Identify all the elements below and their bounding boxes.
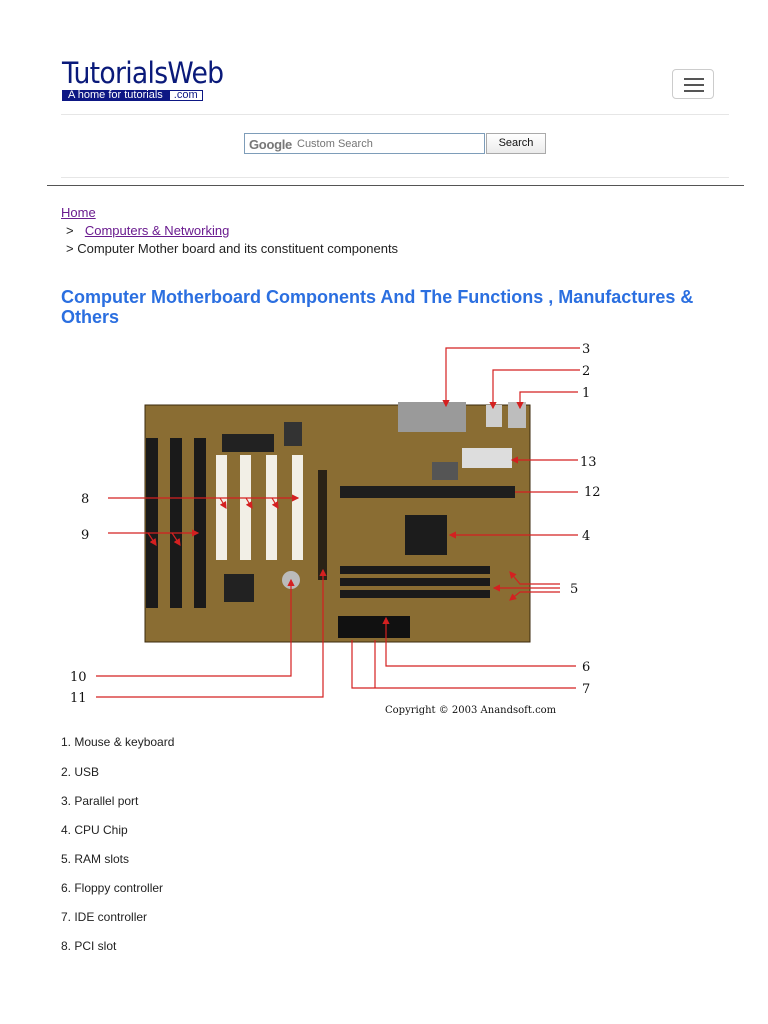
logo-tagline	[62, 90, 258, 101]
motherboard-diagram	[0, 330, 768, 720]
logo-title: TutorialsWeb	[62, 56, 224, 90]
list-item: 5. RAM slots	[61, 852, 130, 866]
callout-2: 2	[582, 364, 591, 379]
callout-1: 1	[582, 386, 591, 401]
search-input[interactable]	[297, 135, 477, 152]
callout-4: 4	[582, 529, 591, 544]
google-logo: Google	[249, 137, 292, 152]
search-divider	[61, 177, 729, 178]
callout-7: 7	[582, 682, 591, 697]
breadcrumb-home-link[interactable]: Home	[61, 205, 96, 220]
breadcrumb-home	[61, 205, 96, 221]
page-divider	[47, 185, 744, 186]
breadcrumb-current-row	[66, 241, 398, 257]
list-item: 8. PCI slot	[61, 939, 117, 953]
callout-9: 9	[81, 528, 90, 543]
breadcrumb-separator: >	[66, 241, 74, 256]
list-item: 6. Floppy controller	[61, 881, 164, 895]
breadcrumb-separator: >	[66, 223, 74, 238]
hamburger-menu-button[interactable]	[672, 69, 714, 99]
callout-13: 13	[580, 455, 597, 470]
page-title: Computer Motherboard Components And The Functions , Manufactures & Others	[61, 287, 694, 327]
hamburger-icon-bar	[684, 84, 704, 86]
list-item: 7. IDE controller	[61, 910, 148, 924]
callout-3: 3	[582, 342, 591, 357]
callout-5: 5	[570, 582, 579, 597]
search-box[interactable]	[244, 133, 485, 154]
list-item: 1. Mouse & keyboard	[61, 735, 175, 749]
callout-10: 10	[70, 670, 87, 685]
callout-8: 8	[81, 492, 90, 507]
breadcrumb-level1	[66, 223, 229, 239]
callout-12: 12	[584, 485, 601, 500]
diagram-copyright: Copyright © 2003 Anandsoft.com	[385, 705, 557, 716]
site-logo[interactable]	[62, 58, 258, 101]
breadcrumb-computers-link[interactable]: Computers & Networking	[84, 223, 230, 238]
hamburger-icon	[684, 78, 704, 80]
search-button[interactable]: Search	[486, 133, 546, 154]
hamburger-icon-bar	[684, 90, 704, 92]
logo-tagline-domain: .com	[169, 90, 203, 101]
callout-11: 11	[70, 691, 87, 706]
logo-tagline-text: A home for tutorials	[62, 90, 169, 101]
header-divider	[61, 114, 729, 115]
breadcrumb-current: Computer Mother board and its constituent components	[77, 241, 399, 256]
list-item: 2. USB	[61, 765, 100, 779]
list-item: 4. CPU Chip	[61, 823, 128, 837]
list-item: 3. Parallel port	[61, 794, 139, 808]
callout-6: 6	[582, 660, 591, 675]
